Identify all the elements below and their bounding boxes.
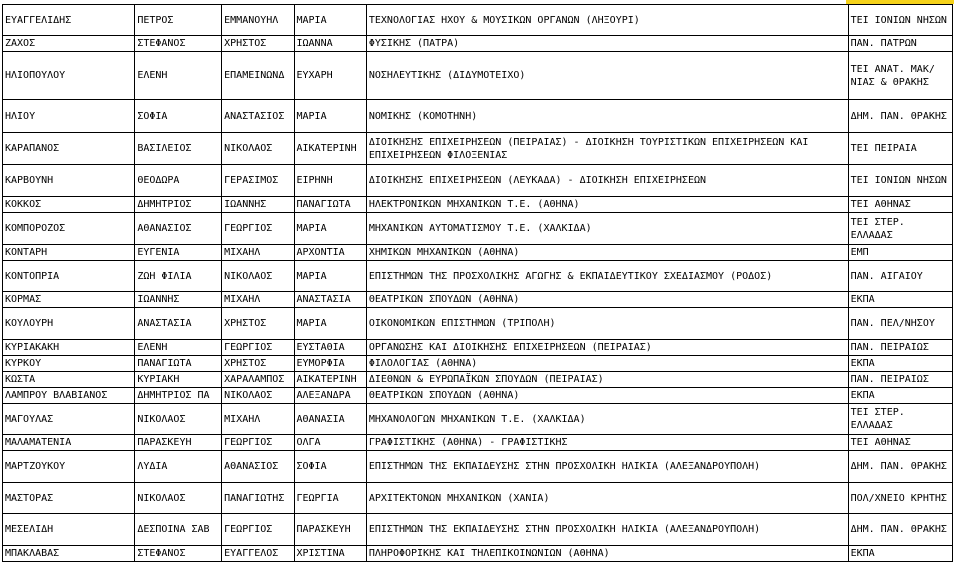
- table-row: [3, 514, 953, 546]
- father-name-cell[interactable]: ΓΕΩΡΓΙΟΣ: [222, 213, 294, 245]
- first-name-cell[interactable]: ΔΗΜΗΤΡΙΟΣ ΠΑ: [135, 388, 222, 404]
- table-row: [3, 404, 953, 435]
- institution-cell[interactable]: ΔΗΜ. ΠΑΝ. ΘΡΑΚΗΣ: [848, 100, 952, 133]
- surname-cell[interactable]: ΚΟΥΛΟΥΡΗ: [3, 308, 135, 340]
- table-row: [3, 435, 953, 451]
- surname-cell[interactable]: ΗΛΙΟΠΟΥΛΟΥ: [3, 52, 135, 100]
- table-row: [3, 261, 953, 292]
- mother-name-cell[interactable]: ΜΑΡΙΑ: [294, 261, 366, 292]
- surname-cell[interactable]: ΜΠΑΚΛΑΒΑΣ: [3, 546, 135, 562]
- mother-name-cell[interactable]: ΣΟΦΙΑ: [294, 451, 366, 483]
- table-row: [3, 356, 953, 372]
- first-name-cell[interactable]: ΛΥΔΙΑ: [135, 451, 222, 483]
- surname-cell[interactable]: ΚΩΣΤΑ: [3, 372, 135, 388]
- table-row: [3, 546, 953, 562]
- father-name-cell[interactable]: ΜΙΧΑΗΛ: [222, 404, 294, 435]
- institution-cell[interactable]: ΠΑΝ. ΑΙΓΑΙΟΥ: [848, 261, 952, 292]
- first-name-cell[interactable]: ΣΟΦΙΑ: [135, 100, 222, 133]
- surname-cell[interactable]: ΜΑΓΟΥΛΑΣ: [3, 404, 135, 435]
- table-row: [3, 36, 953, 52]
- first-name-cell[interactable]: ΣΤΕΦΑΝΟΣ: [135, 546, 222, 562]
- surname-cell[interactable]: ΚΟΝΤΟΠΡΙΑ: [3, 261, 135, 292]
- table-row: [3, 483, 953, 514]
- department-cell[interactable]: ΜΗΧΑΝΙΚΩΝ ΑΥΤΟΜΑΤΙΣΜΟΥ Τ.Ε. (ΧΑΛΚΙΔΑ): [366, 213, 848, 245]
- first-name-cell[interactable]: ΘΕΟΔΩΡΑ: [135, 165, 222, 197]
- father-name-cell[interactable]: ΧΡΗΣΤΟΣ: [222, 36, 294, 52]
- department-cell[interactable]: ΠΛΗΡΟΦΟΡΙΚΗΣ ΚΑΙ ΤΗΛΕΠΙΚΟΙΝΩΝΙΩΝ (ΑΘΗΝΑ): [366, 546, 848, 562]
- department-cell[interactable]: ΜΗΧΑΝΟΛΟΓΩΝ ΜΗΧΑΝΙΚΩΝ Τ.Ε. (ΧΑΛΚΙΔΑ): [366, 404, 848, 435]
- department-cell[interactable]: ΧΗΜΙΚΩΝ ΜΗΧΑΝΙΚΩΝ (ΑΘΗΝΑ): [366, 245, 848, 261]
- institution-cell[interactable]: ΕΚΠΑ: [848, 388, 952, 404]
- institution-cell[interactable]: ΠΑΝ. ΠΕΛ/ΝΗΣΟΥ: [848, 308, 952, 340]
- father-name-cell[interactable]: ΑΝΑΣΤΑΣΙΟΣ: [222, 100, 294, 133]
- father-name-cell[interactable]: ΠΑΝΑΓΙΩΤΗΣ: [222, 483, 294, 514]
- mother-name-cell[interactable]: ΜΑΡΙΑ: [294, 308, 366, 340]
- department-cell[interactable]: ΑΡΧΙΤΕΚΤΟΝΩΝ ΜΗΧΑΝΙΚΩΝ (ΧΑΝΙΑ): [366, 483, 848, 514]
- table-row: [3, 340, 953, 356]
- table-row: [3, 308, 953, 340]
- results-table: [2, 4, 953, 562]
- surname-cell[interactable]: ΚΑΡΑΠΑΝΟΣ: [3, 133, 135, 165]
- father-name-cell[interactable]: ΓΕΩΡΓΙΟΣ: [222, 340, 294, 356]
- surname-cell[interactable]: ΕΥΑΓΓΕΛΙΔΗΣ: [3, 5, 135, 36]
- department-cell[interactable]: ΝΟΜΙΚΗΣ (ΚΟΜΟΤΗΝΗ): [366, 100, 848, 133]
- institution-cell[interactable]: ΤΕΙ ΣΤΕΡ. ΕΛΛΑΔΑΣ: [848, 404, 952, 435]
- institution-cell[interactable]: ΠΑΝ. ΠΑΤΡΩΝ: [848, 36, 952, 52]
- first-name-cell[interactable]: ΠΑΝΑΓΙΩΤΑ: [135, 356, 222, 372]
- department-cell[interactable]: ΓΡΑΦΙΣΤΙΚΗΣ (ΑΘΗΝΑ) - ΓΡΑΦΙΣΤΙΚΗΣ: [366, 435, 848, 451]
- mother-name-cell[interactable]: ΓΕΩΡΓΙΑ: [294, 483, 366, 514]
- department-cell[interactable]: ΘΕΑΤΡΙΚΩΝ ΣΠΟΥΔΩΝ (ΑΘΗΝΑ): [366, 292, 848, 308]
- department-cell[interactable]: ΤΕΧΝΟΛΟΓΙΑΣ ΗΧΟΥ & ΜΟΥΣΙΚΩΝ ΟΡΓΑΝΩΝ (ΛΗΞΟΥΡΙ): [366, 5, 848, 36]
- department-cell[interactable]: ΕΠΙΣΤΗΜΩΝ ΤΗΣ ΕΚΠΑΙΔΕΥΣΗΣ ΣΤΗΝ ΠΡΟΣΧΟΛΙΚΗ ΗΛΙΚΙΑ (ΑΛΕΞΑΝΔΡΟΥΠΟΛΗ): [366, 514, 848, 546]
- institution-cell[interactable]: ΤΕΙ ΠΕΙΡΑΙΑ: [848, 133, 952, 165]
- table-row: [3, 213, 953, 245]
- mother-name-cell[interactable]: ΧΡΙΣΤΙΝΑ: [294, 546, 366, 562]
- surname-cell[interactable]: ΚΥΡΚΟΥ: [3, 356, 135, 372]
- father-name-cell[interactable]: ΝΙΚΟΛΑΟΣ: [222, 133, 294, 165]
- surname-cell[interactable]: ΚΟΚΚΟΣ: [3, 197, 135, 213]
- institution-cell[interactable]: ΕΚΠΑ: [848, 292, 952, 308]
- department-cell[interactable]: ΦΥΣΙΚΗΣ (ΠΑΤΡΑ): [366, 36, 848, 52]
- first-name-cell[interactable]: ΙΩΑΝΝΗΣ: [135, 292, 222, 308]
- table-row: [3, 292, 953, 308]
- department-cell[interactable]: ΔΙΟΙΚΗΣΗΣ ΕΠΙΧΕΙΡΗΣΕΩΝ (ΛΕΥΚΑΔΑ) - ΔΙΟΙΚΗΣΗ ΕΠΙΧΕΙΡΗΣΕΩΝ: [366, 165, 848, 197]
- father-name-cell[interactable]: ΕΜΜΑΝΟΥΗΛ: [222, 5, 294, 36]
- institution-cell[interactable]: ΤΕΙ ΙΟΝΙΩΝ ΝΗΣΩΝ: [848, 5, 952, 36]
- father-name-cell[interactable]: ΓΕΩΡΓΙΟΣ: [222, 435, 294, 451]
- surname-cell[interactable]: ΜΑΣΤΟΡΑΣ: [3, 483, 135, 514]
- table-row: [3, 5, 953, 36]
- mother-name-cell[interactable]: ΜΑΡΙΑ: [294, 5, 366, 36]
- table-row: [3, 133, 953, 165]
- first-name-cell[interactable]: ΝΙΚΟΛΑΟΣ: [135, 483, 222, 514]
- father-name-cell[interactable]: ΓΕΩΡΓΙΟΣ: [222, 514, 294, 546]
- first-name-cell[interactable]: ΔΗΜΗΤΡΙΟΣ: [135, 197, 222, 213]
- institution-cell[interactable]: ΠΟΛ/ΧΝΕΙΟ ΚΡΗΤΗΣ: [848, 483, 952, 514]
- surname-cell[interactable]: ΛΑΜΠΡΟΥ ΒΛΑΒΙΑΝΟΣ: [3, 388, 135, 404]
- father-name-cell[interactable]: ΝΙΚΟΛΑΟΣ: [222, 388, 294, 404]
- first-name-cell[interactable]: ΣΤΕΦΑΝΟΣ: [135, 36, 222, 52]
- mother-name-cell[interactable]: ΠΑΡΑΣΚΕΥΗ: [294, 514, 366, 546]
- institution-cell[interactable]: ΠΑΝ. ΠΕΙΡΑΙΩΣ: [848, 372, 952, 388]
- first-name-cell[interactable]: ΒΑΣΙΛΕΙΟΣ: [135, 133, 222, 165]
- mother-name-cell[interactable]: ΑΡΧΟΝΤΙΑ: [294, 245, 366, 261]
- mother-name-cell[interactable]: ΟΛΓΑ: [294, 435, 366, 451]
- department-cell[interactable]: ΕΠΙΣΤΗΜΩΝ ΤΗΣ ΠΡΟΣΧΟΛΙΚΗΣ ΑΓΩΓΗΣ & ΕΚΠΑΙΔΕΥΤΙΚΟΥ ΣΧΕΔΙΑΣΜΟΥ (ΡΟΔΟΣ): [366, 261, 848, 292]
- table-row: [3, 388, 953, 404]
- first-name-cell[interactable]: ΝΙΚΟΛΑΟΣ: [135, 404, 222, 435]
- surname-cell[interactable]: ΚΟΜΠΟΡΟΖΟΣ: [3, 213, 135, 245]
- father-name-cell[interactable]: ΜΙΧΑΗΛ: [222, 245, 294, 261]
- father-name-cell[interactable]: ΕΥΑΓΓΕΛΟΣ: [222, 546, 294, 562]
- mother-name-cell[interactable]: ΜΑΡΙΑ: [294, 100, 366, 133]
- surname-cell[interactable]: ΚΑΡΒΟΥΝΗ: [3, 165, 135, 197]
- mother-name-cell[interactable]: ΙΩΑΝΝΑ: [294, 36, 366, 52]
- father-name-cell[interactable]: ΧΑΡΑΛΑΜΠΟΣ: [222, 372, 294, 388]
- table-row: [3, 100, 953, 133]
- department-cell[interactable]: ΔΙΕΘΝΩΝ & ΕΥΡΩΠΑΪΚΩΝ ΣΠΟΥΔΩΝ (ΠΕΙΡΑΙΑΣ): [366, 372, 848, 388]
- institution-cell[interactable]: ΤΕΙ ΣΤΕΡ. ΕΛΛΑΔΑΣ: [848, 213, 952, 245]
- mother-name-cell[interactable]: ΜΑΡΙΑ: [294, 213, 366, 245]
- institution-cell[interactable]: ΤΕΙ ΑΘΗΝΑΣ: [848, 197, 952, 213]
- table-row: [3, 197, 953, 213]
- department-cell[interactable]: ΘΕΑΤΡΙΚΩΝ ΣΠΟΥΔΩΝ (ΑΘΗΝΑ): [366, 388, 848, 404]
- surname-cell[interactable]: ΜΑΡΤΖΟΥΚΟΥ: [3, 451, 135, 483]
- father-name-cell[interactable]: ΧΡΗΣΤΟΣ: [222, 308, 294, 340]
- first-name-cell[interactable]: ΑΘΑΝΑΣΙΟΣ: [135, 213, 222, 245]
- institution-cell[interactable]: ΤΕΙ ΙΟΝΙΩΝ ΝΗΣΩΝ: [848, 165, 952, 197]
- father-name-cell[interactable]: ΙΩΑΝΝΗΣ: [222, 197, 294, 213]
- mother-name-cell[interactable]: ΕΥΧΑΡΗ: [294, 52, 366, 100]
- institution-cell[interactable]: ΕΚΠΑ: [848, 546, 952, 562]
- first-name-cell[interactable]: ΚΥΡΙΑΚΗ: [135, 372, 222, 388]
- mother-name-cell[interactable]: ΕΙΡΗΝΗ: [294, 165, 366, 197]
- surname-cell[interactable]: ΗΛΙΟΥ: [3, 100, 135, 133]
- mother-name-cell[interactable]: ΕΥΜΟΡΦΙΑ: [294, 356, 366, 372]
- department-cell[interactable]: ΔΙΟΙΚΗΣΗΣ ΕΠΙΧΕΙΡΗΣΕΩΝ (ΠΕΙΡΑΙΑΣ) - ΔΙΟΙΚΗΣΗ ΤΟΥΡΙΣΤΙΚΩΝ ΕΠΙΧΕΙΡΗΣΕΩΝ ΚΑΙ ΕΠΙΧΕΙΡΗΣΕΩΝ ΦΙΛΟΞΕΝΙΑΣ: [366, 133, 848, 165]
- mother-name-cell[interactable]: ΑΙΚΑΤΕΡΙΝΗ: [294, 133, 366, 165]
- department-cell[interactable]: ΟΙΚΟΝΟΜΙΚΩΝ ΕΠΙΣΤΗΜΩΝ (ΤΡΙΠΟΛΗ): [366, 308, 848, 340]
- institution-cell[interactable]: ΠΑΝ. ΠΕΙΡΑΙΩΣ: [848, 340, 952, 356]
- father-name-cell[interactable]: ΜΙΧΑΗΛ: [222, 292, 294, 308]
- table-row: [3, 372, 953, 388]
- surname-cell[interactable]: ΚΟΡΜΑΣ: [3, 292, 135, 308]
- surname-cell[interactable]: ΜΑΛΑΜΑΤΕΝΙΑ: [3, 435, 135, 451]
- table-row: [3, 245, 953, 261]
- first-name-cell[interactable]: ΖΩΗ ΦΙΛΙΑ: [135, 261, 222, 292]
- father-name-cell[interactable]: ΕΠΑΜΕΙΝΩΝΔ: [222, 52, 294, 100]
- first-name-cell[interactable]: ΕΛΕΝΗ: [135, 340, 222, 356]
- results-table-body: [3, 5, 953, 562]
- father-name-cell[interactable]: ΓΕΡΑΣΙΜΟΣ: [222, 165, 294, 197]
- institution-cell[interactable]: ΔΗΜ. ΠΑΝ. ΘΡΑΚΗΣ: [848, 514, 952, 546]
- institution-cell[interactable]: ΔΗΜ. ΠΑΝ. ΘΡΑΚΗΣ: [848, 451, 952, 483]
- table-row: [3, 165, 953, 197]
- department-cell[interactable]: ΟΡΓΑΝΩΣΗΣ ΚΑΙ ΔΙΟΙΚΗΣΗΣ ΕΠΙΧΕΙΡΗΣΕΩΝ (ΠΕΙΡΑΙΑΣ): [366, 340, 848, 356]
- institution-cell[interactable]: ΤΕΙ ΑΝΑΤ. ΜΑΚ/ΝΙΑΣ & ΘΡΑΚΗΣ: [848, 52, 952, 100]
- table-row: [3, 451, 953, 483]
- surname-cell[interactable]: ΜΕΣΕΛΙΔΗ: [3, 514, 135, 546]
- mother-name-cell[interactable]: ΑΙΚΑΤΕΡΙΝΗ: [294, 372, 366, 388]
- institution-cell[interactable]: ΕΚΠΑ: [848, 356, 952, 372]
- first-name-cell[interactable]: ΑΝΑΣΤΑΣΙΑ: [135, 308, 222, 340]
- mother-name-cell[interactable]: ΑΛΕΞΑΝΔΡΑ: [294, 388, 366, 404]
- first-name-cell[interactable]: ΠΑΡΑΣΚΕΥΗ: [135, 435, 222, 451]
- mother-name-cell[interactable]: ΠΑΝΑΓΙΩΤΑ: [294, 197, 366, 213]
- first-name-cell[interactable]: ΔΕΣΠΟΙΝΑ ΣΑΒ: [135, 514, 222, 546]
- father-name-cell[interactable]: ΝΙΚΟΛΑΟΣ: [222, 261, 294, 292]
- first-name-cell[interactable]: ΕΛΕΝΗ: [135, 52, 222, 100]
- mother-name-cell[interactable]: ΑΝΑΣΤΑΣΙΑ: [294, 292, 366, 308]
- surname-cell[interactable]: ΚΥΡΙΑΚΑΚΗ: [3, 340, 135, 356]
- institution-cell[interactable]: ΤΕΙ ΑΘΗΝΑΣ: [848, 435, 952, 451]
- father-name-cell[interactable]: ΑΘΑΝΑΣΙΟΣ: [222, 451, 294, 483]
- first-name-cell[interactable]: ΠΕΤΡΟΣ: [135, 5, 222, 36]
- father-name-cell[interactable]: ΧΡΗΣΤΟΣ: [222, 356, 294, 372]
- department-cell[interactable]: ΗΛΕΚΤΡΟΝΙΚΩΝ ΜΗΧΑΝΙΚΩΝ Τ.Ε. (ΑΘΗΝΑ): [366, 197, 848, 213]
- department-cell[interactable]: ΦΙΛΟΛΟΓΙΑΣ (ΑΘΗΝΑ): [366, 356, 848, 372]
- mother-name-cell[interactable]: ΑΘΑΝΑΣΙΑ: [294, 404, 366, 435]
- department-cell[interactable]: ΕΠΙΣΤΗΜΩΝ ΤΗΣ ΕΚΠΑΙΔΕΥΣΗΣ ΣΤΗΝ ΠΡΟΣΧΟΛΙΚΗ ΗΛΙΚΙΑ (ΑΛΕΞΑΝΔΡΟΥΠΟΛΗ): [366, 451, 848, 483]
- institution-cell[interactable]: ΕΜΠ: [848, 245, 952, 261]
- mother-name-cell[interactable]: ΕΥΣΤΑΘΙΑ: [294, 340, 366, 356]
- department-cell[interactable]: ΝΟΣΗΛΕΥΤΙΚΗΣ (ΔΙΔΥΜΟΤΕΙΧΟ): [366, 52, 848, 100]
- table-row: [3, 52, 953, 100]
- surname-cell[interactable]: ΖΑΧΟΣ: [3, 36, 135, 52]
- surname-cell[interactable]: ΚΟΝΤΑΡΗ: [3, 245, 135, 261]
- first-name-cell[interactable]: ΕΥΓΕΝΙΑ: [135, 245, 222, 261]
